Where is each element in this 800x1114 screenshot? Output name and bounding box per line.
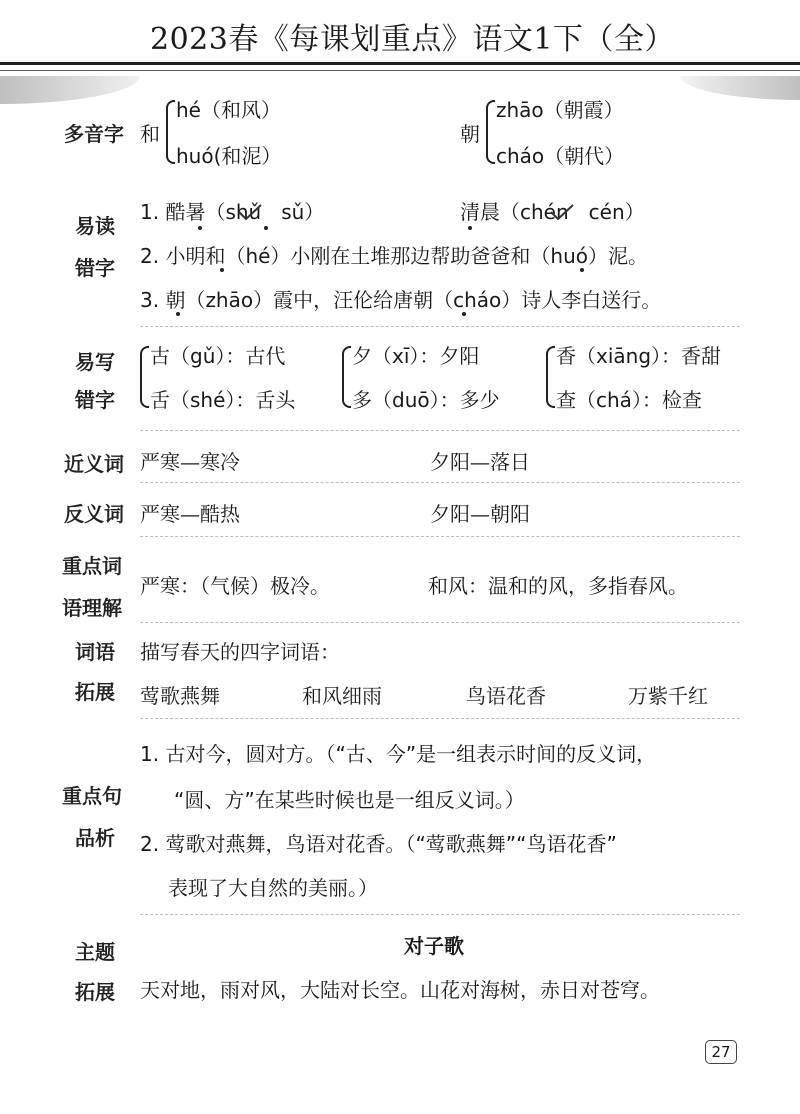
polyphone-reading: cháo（朝代）: [496, 144, 625, 168]
emphasis-dot: [176, 312, 180, 316]
emphasis-dot: [462, 312, 466, 316]
easy-read-item: 清晨（chén cén）: [460, 200, 645, 224]
polyphone-char-zhao: 朝: [460, 122, 480, 146]
brace: [342, 346, 351, 408]
easy-write-item: 香（xiāng）：香甜: [556, 344, 722, 368]
divider: [140, 536, 740, 537]
section-label-yixie: 易写: [75, 350, 115, 374]
key-sentence: “圆、方”在某些时候也是一组反义词。）: [174, 788, 525, 812]
easy-write-item: 古（gǔ）：古代: [150, 344, 286, 368]
easy-write-item: 夕（xī）：夕阳: [352, 344, 480, 368]
section-label-ciyu: 拓展: [75, 680, 115, 704]
brace: [140, 346, 149, 408]
section-label-yidu: 易读: [75, 214, 115, 238]
easy-read-sentence: 3. 朝（zhāo）霞中，汪伦给唐朝（cháo）诗人李白送行。: [140, 288, 662, 312]
easy-write-item: 多（duō）：多少: [352, 388, 500, 412]
page-number: 27: [705, 1040, 737, 1064]
page-title: 2023春《每课划重点》语文1下（全）: [150, 22, 675, 57]
key-word-definition: 和风：温和的风，多指春风。: [428, 574, 688, 598]
right-swoosh-decoration: [680, 76, 800, 100]
check-mark-icon: [548, 202, 576, 222]
left-swoosh-decoration: [0, 76, 140, 104]
divider: [140, 326, 740, 327]
synonym-pair: 严寒—寒冷: [140, 450, 240, 474]
brace: [546, 346, 555, 408]
section-label-jinyici: 近义词: [64, 452, 124, 476]
polyphone-reading: hé（和风）: [176, 98, 281, 122]
emphasis-dot: [580, 268, 584, 272]
idiom-word: 莺歌燕舞: [140, 684, 220, 708]
section-label-zhuti: 拓展: [75, 980, 115, 1004]
section-label-zhongdianju: 品析: [75, 826, 115, 850]
divider: [140, 482, 740, 483]
easy-read-item: 1. 酷暑（shǔ sǔ）: [140, 200, 325, 224]
key-sentence: 2. 莺歌对燕舞，鸟语对花香。（“莺歌燕舞”“鸟语花香”: [140, 832, 617, 856]
key-word-definition: 严寒：（气候）极冷。: [140, 574, 330, 598]
polyphone-char-he: 和: [140, 122, 160, 146]
divider: [140, 914, 740, 915]
easy-write-item: 舌（shé）：舌头: [150, 388, 296, 412]
divider: [140, 622, 740, 623]
emphasis-dot: [468, 226, 472, 230]
section-label-zhuti: 主题: [75, 940, 115, 964]
check-mark-icon: [236, 202, 264, 222]
brace: [166, 100, 175, 164]
emphasis-dot: [220, 268, 224, 272]
idiom-word: 鸟语花香: [466, 684, 546, 708]
section-label-fanyici: 反义词: [64, 502, 124, 526]
emphasis-dot: [264, 226, 268, 230]
section-label-zhongdianci: 重点词: [62, 554, 122, 578]
polyphone-reading: huó(和泥）: [176, 144, 282, 168]
section-label-yixie: 错字: [75, 388, 115, 412]
easy-write-item: 查（chá）：检查: [556, 388, 702, 412]
key-sentence: 1. 古对今，圆对方。（“古、今”是一组表示时间的反义词，: [140, 742, 657, 766]
idiom-word: 和风细雨: [302, 684, 382, 708]
synonym-pair: 夕阳—落日: [430, 450, 530, 474]
section-label-duoyinzi: 多音字: [64, 122, 124, 146]
word-expansion-intro: 描写春天的四字词语：: [140, 640, 340, 664]
emphasis-dot: [198, 226, 202, 230]
header-rule: [0, 62, 800, 65]
poem-text: 天对地，雨对风，大陆对长空。山花对海树，赤日对苍穹。: [140, 978, 660, 1002]
key-sentence: 表现了大自然的美丽。）: [168, 876, 378, 900]
header-subrule: [0, 70, 800, 71]
section-label-zhongdianju: 重点句: [62, 784, 122, 808]
section-label-zhongdianci: 语理解: [62, 596, 122, 620]
antonym-pair: 夕阳—朝阳: [430, 502, 530, 526]
polyphone-reading: zhāo（朝霞）: [496, 98, 624, 122]
poem-title: 对子歌: [404, 934, 464, 958]
divider: [140, 718, 740, 719]
idiom-word: 万紫千红: [628, 684, 708, 708]
brace: [486, 100, 495, 164]
section-label-yidu: 错字: [75, 256, 115, 280]
antonym-pair: 严寒—酷热: [140, 502, 240, 526]
easy-read-sentence: 2. 小明和（hé）小刚在土堆那边帮助爸爸和（huó）泥。: [140, 244, 649, 268]
divider: [140, 430, 740, 431]
section-label-ciyu: 词语: [75, 640, 115, 664]
